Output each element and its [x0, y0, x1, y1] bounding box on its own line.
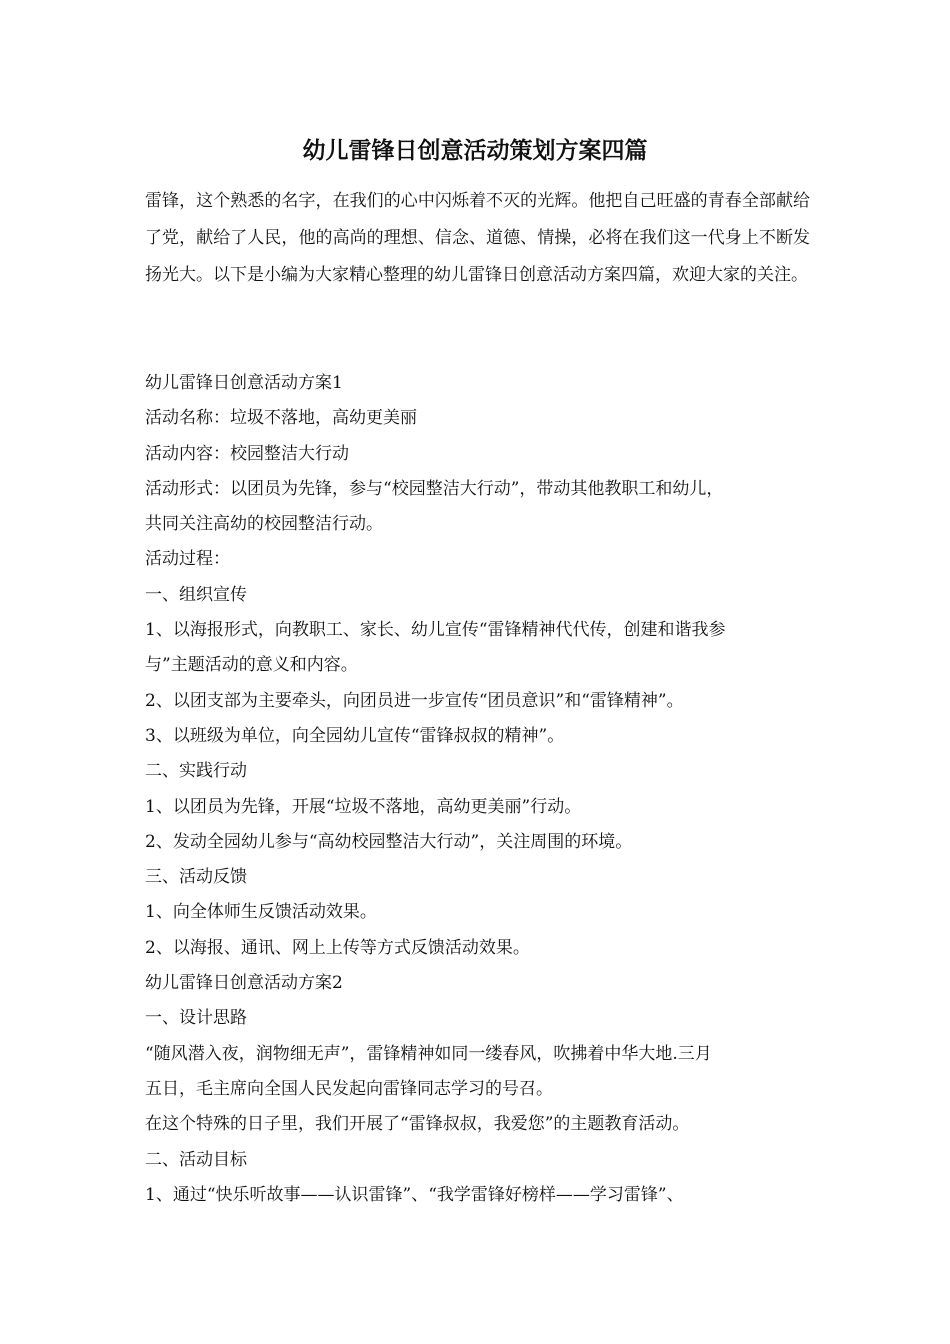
text-line: “随风潜入夜，润物细无声”，雷锋精神如同一缕春风，吹拂着中华大地.三月 — [145, 1043, 712, 1064]
text-line: 共同关注高幼的校园整洁行动。 — [145, 514, 383, 535]
text-line: 活动名称：垃圾不落地，高幼更美丽 — [145, 408, 417, 429]
text-line: 2、以团支部为主要牵头，向团员进一步宣传“团员意识”和“雷锋精神”。 — [145, 690, 684, 711]
text-line: 幼儿雷锋日创意活动方案2 — [145, 973, 343, 994]
document-title: 幼儿雷锋日创意活动策划方案四篇 — [302, 137, 648, 164]
text-line: 2、发动全园幼儿参与“高幼校园整洁大行动”，关注周围的环境。 — [145, 831, 633, 852]
intro-paragraph: 雷锋，这个熟悉的名字，在我们的心中闪烁着不灭的光辉。他把自己旺盛的青春全部献给了党，献给了人民，他的高尚的理想、信念、道德、情操，必将在我们这一代身上不断发扬光大。以下是小编为大家精心整理的幼儿雷锋日创意活动方案四篇，欢迎大家的关注。 — [145, 191, 810, 285]
text-line: 1、通过“快乐听故事——认识雷锋”、“我学雷锋好榜样——学习雷锋”、 — [145, 1184, 684, 1205]
text-line: 在这个特殊的日子里，我们开展了“雷锋叔叔，我爱您”的主题教育活动。 — [145, 1114, 690, 1135]
document-body — [145, 366, 825, 1213]
text-line: 活动形式：以团员为先锋，参与“校园整洁大行动”，带动其他教职工和幼儿， — [145, 478, 724, 499]
text-line: 2、以海报、通讯、网上上传等方式反馈活动效果。 — [145, 937, 530, 958]
text-line: 幼儿雷锋日创意活动方案1 — [145, 373, 343, 393]
text-line: 1、向全体师生反馈活动效果。 — [145, 902, 377, 923]
text-line: 1、以海报形式，向教职工、家长、幼儿宣传“雷锋精神代代传，创建和谐我参 — [145, 620, 726, 641]
text-line: 一、设计思路 — [145, 1008, 247, 1029]
text-line: 二、活动目标 — [145, 1149, 247, 1170]
text-line: 3、以班级为单位，向全园幼儿宣传“雷锋叔叔的精神”。 — [145, 725, 565, 746]
text-line: 三、活动反馈 — [145, 867, 247, 888]
text-line: 活动过程： — [145, 549, 230, 570]
text-line: 活动内容：校园整洁大行动 — [145, 443, 349, 464]
text-line: 一、组织宣传 — [145, 584, 247, 605]
text-line: 二、实践行动 — [145, 761, 247, 782]
text-line: 1、以团员为先锋，开展“垃圾不落地，高幼更美丽”行动。 — [145, 796, 582, 817]
text-line: 与”主题活动的意义和内容。 — [145, 655, 358, 676]
text-line: 五日，毛主席向全国人民发起向雷锋同志学习的号召。 — [145, 1078, 553, 1099]
